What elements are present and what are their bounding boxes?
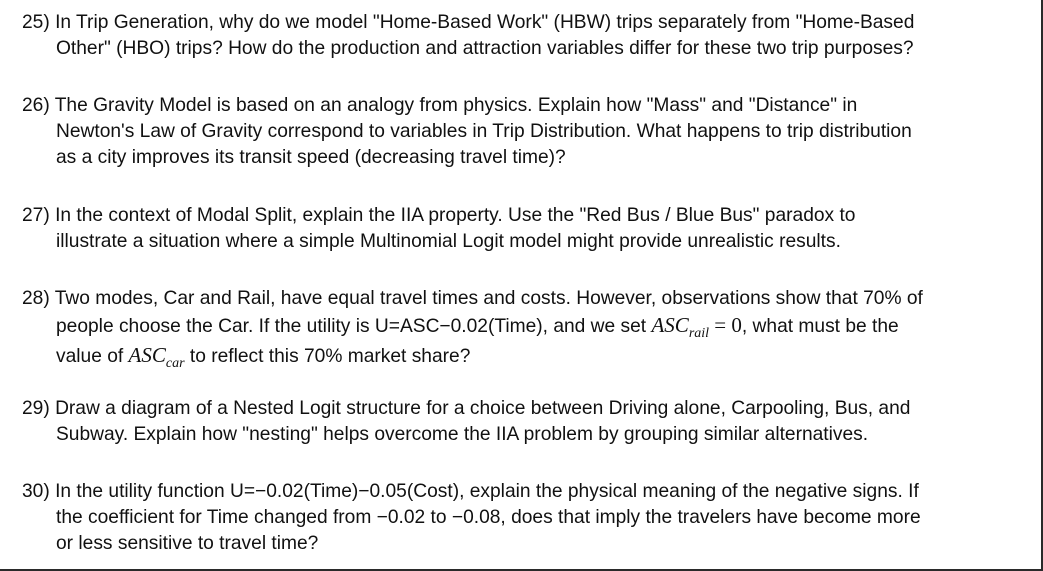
asc-rail-equation: [651, 313, 742, 341]
asc-rail-value: = 0: [709, 313, 742, 337]
question-26-line-3: as a city improves its transit speed (decreasing travel time)?: [56, 147, 566, 168]
question-29-line-1: 29) Draw a diagram of a Nested Logit structure for a choice between Driving alone, Carpooling, Bus, and: [22, 398, 911, 419]
question-29: [22, 396, 1034, 448]
asc-car-subscript: car: [165, 356, 185, 371]
question-28-line-2: [22, 312, 1034, 342]
question-28-line-2-text-a: people choose the Car. If the utility is U=ASC−0.02(Time), and we set: [56, 316, 652, 337]
question-27-line-1: 27) In the context of Modal Split, explain the IIA property. Use the "Red Bus / Blue Bus" paradox to: [22, 205, 856, 226]
question-25-line-2: Other" (HBO) trips? How do the production and attraction variables differ for these two trip purposes?: [56, 38, 914, 59]
question-26-line-2: Newton's Law of Gravity correspond to variables in Trip Distribution. What happens to trip distribution: [56, 121, 912, 142]
question-29-line-2: Subway. Explain how "nesting" helps overcome the IIA problem by grouping similar alternatives.: [56, 424, 869, 445]
question-28-line-1: 28) Two modes, Car and Rail, have equal travel times and costs. However, observations show that 70% of: [22, 288, 923, 309]
asc-rail-subscript: rail: [688, 326, 710, 341]
question-28: [22, 286, 1034, 372]
asc-rail-base: ASC: [651, 313, 689, 337]
question-30: [22, 479, 1034, 557]
question-30-line-3: or less sensitive to travel time?: [56, 533, 319, 554]
asc-car-base: ASC: [128, 343, 166, 367]
question-28-line-3-text-b: to reflect this 70% market share?: [184, 346, 471, 367]
question-27: [22, 203, 1034, 255]
question-28-line-3-text-a: value of: [56, 346, 129, 367]
question-28-line-2-text-b: , what must be the: [741, 316, 899, 337]
question-30-line-2: the coefficient for Time changed from −0.02 to −0.08, does that imply the travelers have become more: [56, 507, 921, 528]
question-25: [22, 10, 1034, 62]
question-25-line-1: 25) In Trip Generation, why do we model "Home-Based Work" (HBW) trips separately from "Home-Based: [22, 12, 915, 33]
question-28-line-3: [22, 342, 1034, 372]
question-27-line-2: illustrate a situation where a simple Multinomial Logit model might provide unrealistic results.: [56, 231, 841, 252]
asc-car-symbol: [128, 343, 185, 371]
question-26-line-1: 26) The Gravity Model is based on an analogy from physics. Explain how "Mass" and "Distance" in: [22, 95, 858, 116]
question-30-line-1: 30) In the utility function U=−0.02(Time)−0.05(Cost), explain the physical meaning of the negative signs. If: [22, 481, 919, 502]
question-26: [22, 93, 1034, 171]
